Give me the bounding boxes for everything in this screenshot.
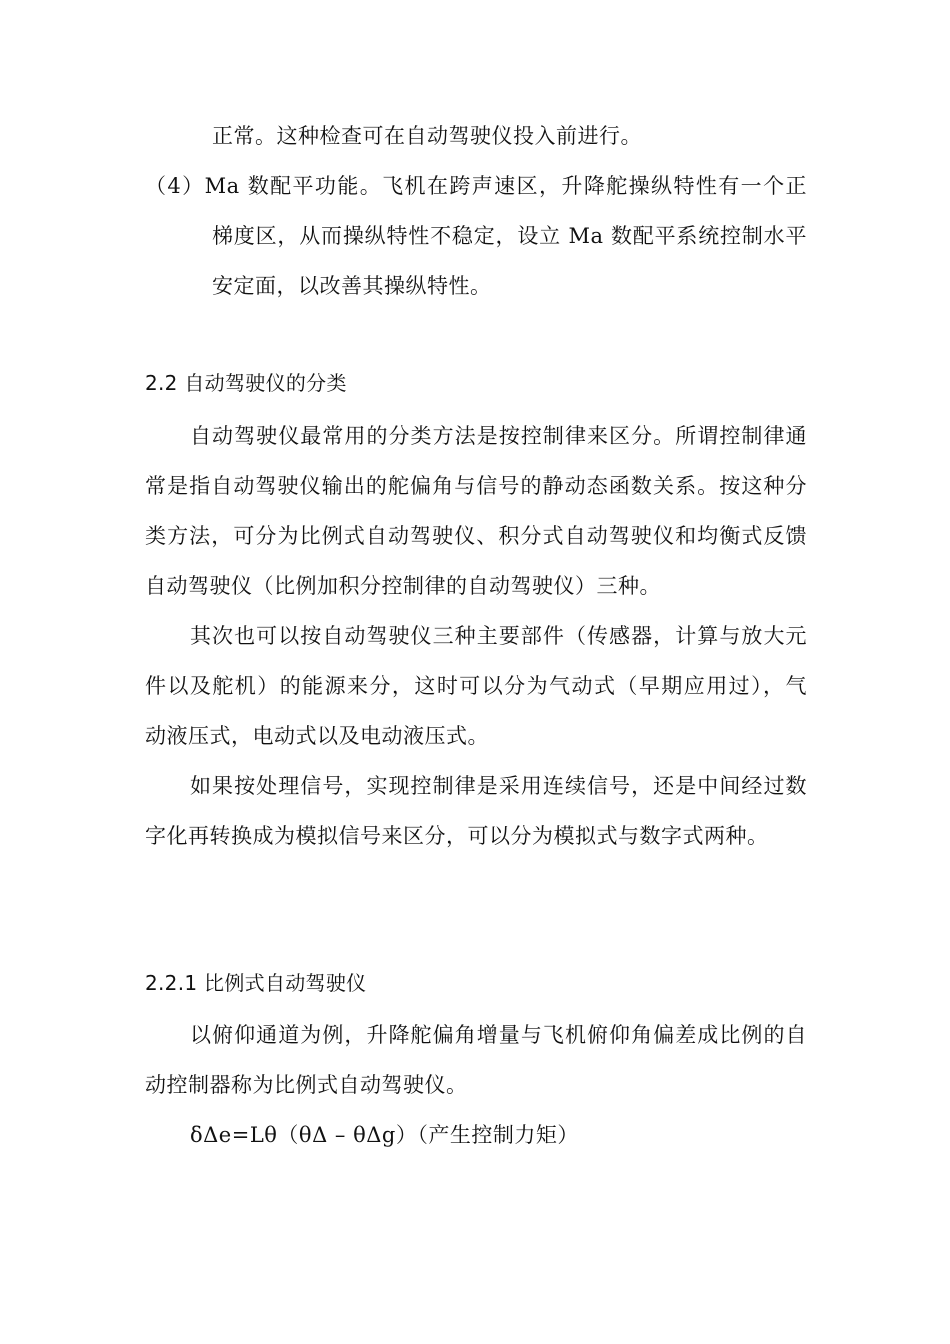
formula-line: δΔe=Lθ（θΔ – θΔg）（产生控制力矩） [190,1123,579,1147]
paragraph-line: 如果按处理信号，实现控制律是采用连续信号，还是中间经过数 [190,774,807,798]
paragraph-line: 字化再转换成为模拟信号来区分，可以分为模拟式与数字式两种。 [145,824,769,848]
paragraph-line: 其次也可以按自动驾驶仪三种主要部件（传感器，计算与放大元 [190,624,807,648]
paragraph-line: 常是指自动驾驶仪输出的舵偏角与信号的静动态函数关系。按这种分 [145,474,807,498]
continuation-line: 正常。这种检查可在自动驾驶仪投入前进行。 [212,124,642,148]
item-4-line-2: 梯度区，从而操纵特性不稳定，设立 Ma 数配平系统控制水平 [212,224,807,248]
item-4-line-3: 安定面，以改善其操纵特性。 [212,274,492,298]
paragraph-line: 动控制器称为比例式自动驾驶仪。 [145,1073,468,1097]
paragraph-line: 自动驾驶仪最常用的分类方法是按控制律来区分。所谓控制律通 [190,424,807,448]
section-heading-2-2-1: 2.2.1 比例式自动驾驶仪 [145,971,367,995]
paragraph-line: 自动驾驶仪（比例加积分控制律的自动驾驶仪）三种。 [145,574,661,598]
paragraph-line: 动液压式，电动式以及电动液压式。 [145,724,489,748]
paragraph-line: 类方法，可分为比例式自动驾驶仪、积分式自动驾驶仪和均衡式反馈 [145,524,807,548]
item-4-line-1: （4）Ma 数配平功能。飞机在跨声速区，升降舵操纵特性有一个正 [145,174,807,198]
paragraph-line: 以俯仰通道为例，升降舵偏角增量与飞机俯仰角偏差成比例的自 [190,1023,807,1047]
paragraph-line: 件以及舵机）的能源来分，这时可以分为气动式（早期应用过），气 [145,674,807,698]
section-heading-2-2: 2.2 自动驾驶仪的分类 [145,371,347,395]
